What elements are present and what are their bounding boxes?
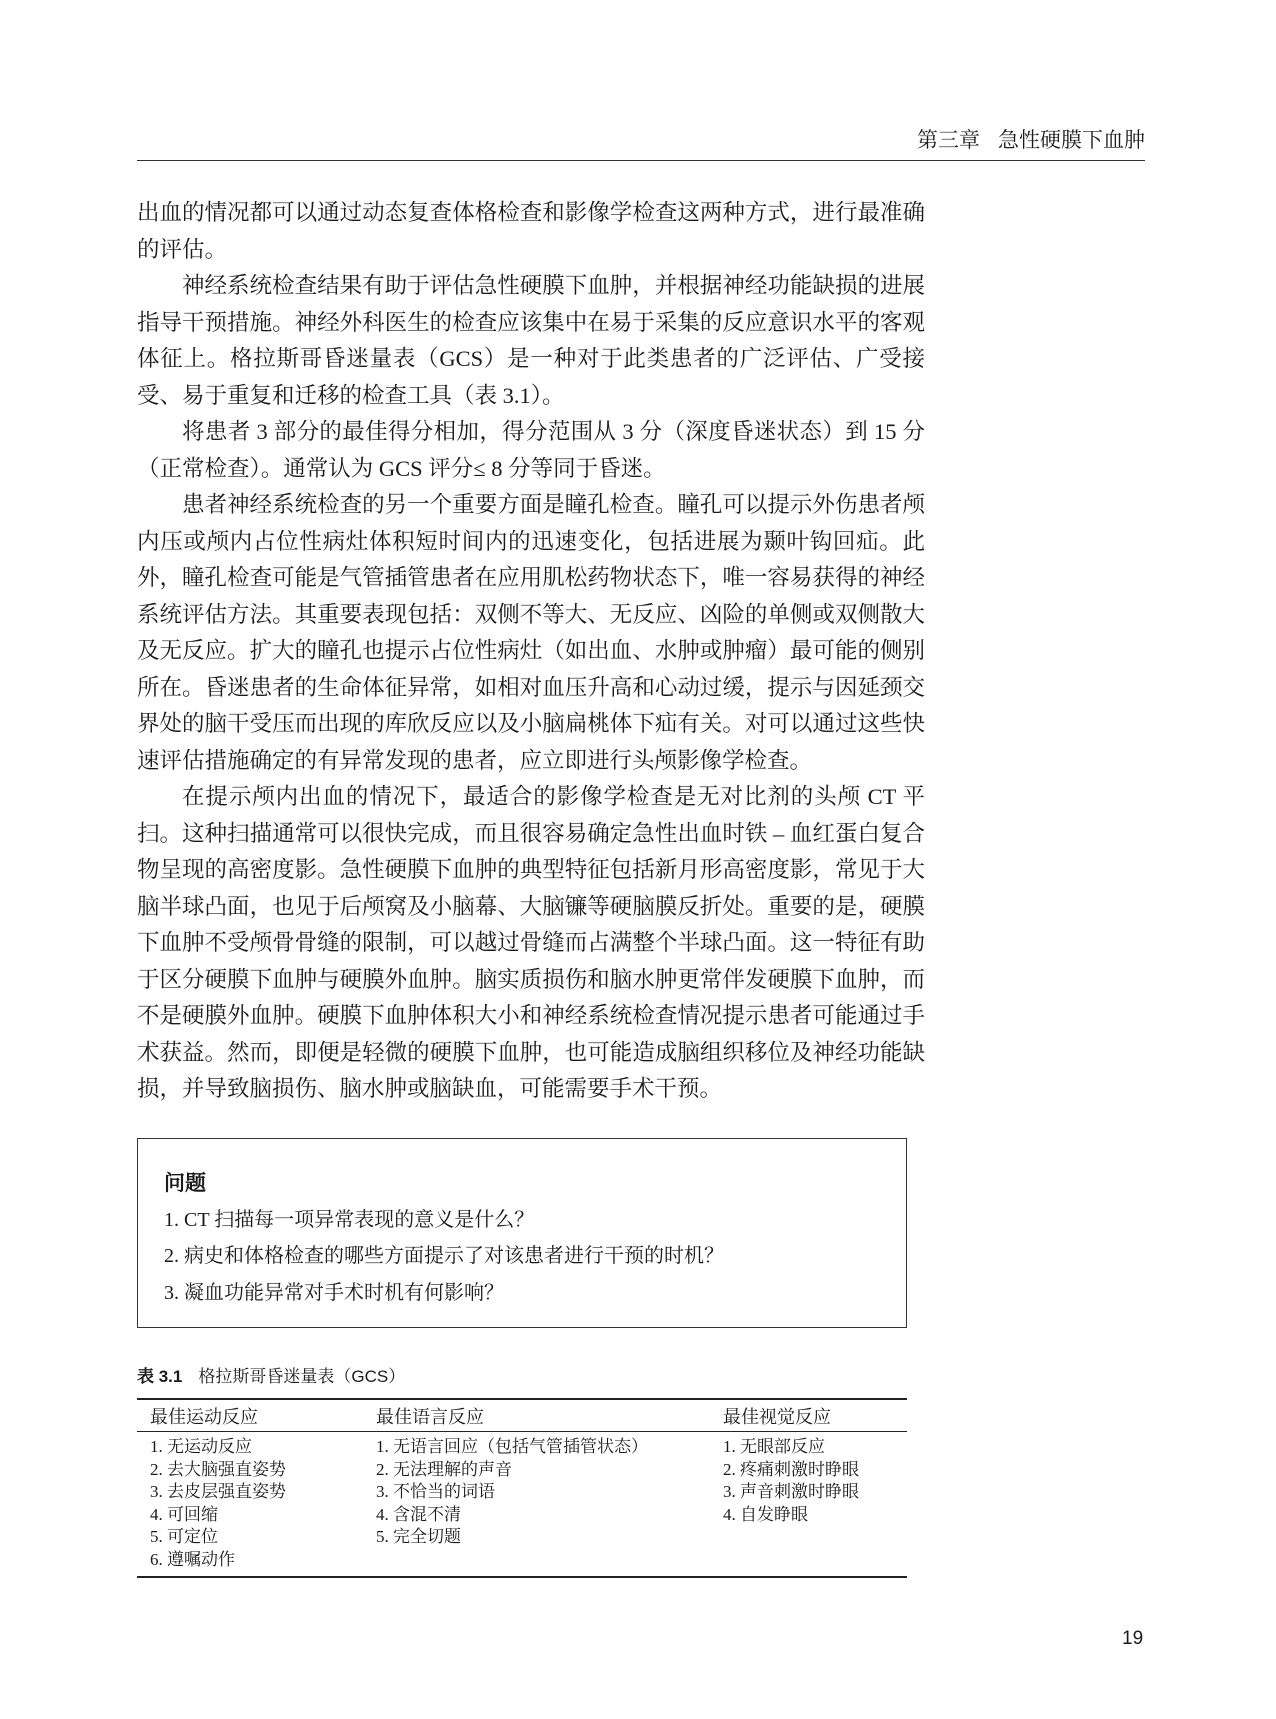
question-item: 1. CT 扫描每一项异常表现的意义是什么？ (164, 1209, 535, 1231)
questions-title: 问题 (164, 1172, 206, 1195)
paragraph: 患者神经系统检查的另一个重要方面是瞳孔检查。瞳孔可以提示外伤患者颅内压或颅内占位性病灶体积短时间内的迅速变化，包括进展为颞叶钩回疝。此外，瞳孔检查可能是气管插管患者在应用肌松药物状态下，唯一容易获得的神经系统评估方法。其重要表现包括：双侧不等大、无反应、凶险的单侧或双侧散大及无反应。扩大的瞳孔也提示占位性病灶（如出血、水肿或肿瘤）最可能的侧别所在。昏迷患者的生命体征异常，如相对血压升高和心动过缓，提示与因延颈交界处的脑干受压而出现的库欣反应以及小脑扁桃体下疝有关。对可以通过这些快速评估措施确定的有异常发现的患者，应立即进行头颅影像学检查。 (137, 492, 925, 773)
table-cell: 1. 无眼部反应 (723, 1437, 825, 1456)
page-number: 19 (1122, 1628, 1144, 1649)
gcs-table (137, 1398, 907, 1578)
paragraph: 将患者 3 部分的最佳得分相加，得分范围从 3 分（深度昏迷状态）到 15 分（正常检查）。通常认为 GCS 评分≤ 8 分等同于昏迷。 (137, 419, 925, 481)
table-caption (137, 1362, 405, 1387)
body-text (137, 195, 925, 1108)
paragraph: 出血的情况都可以通过动态复查体格检查和影像学检查这两种方式，进行最准确的评估。 (137, 200, 925, 262)
table-cell: 3. 声音刺激时睁眼 (723, 1482, 859, 1502)
table-cell: 2. 无法理解的声音 (376, 1459, 512, 1479)
column-header: 最佳视觉反应 (723, 1406, 831, 1427)
table-cell: 3. 去皮层强直姿势 (150, 1482, 286, 1502)
table-cell: 4. 含混不清 (376, 1504, 461, 1524)
motor-column (137, 1436, 363, 1572)
column-header: 最佳运动反应 (150, 1406, 258, 1427)
table-cell: 1. 无语言回应（包括气管插管状态） (376, 1437, 648, 1456)
table-cell: 4. 可回缩 (150, 1504, 218, 1524)
paragraph: 神经系统检查结果有助于评估急性硬膜下血肿，并根据神经功能缺损的进展指导干预措施。神经外科医生的检查应该集中在易于采集的反应意识水平的客观体征上。格拉斯哥昏迷量表（GCS）是一种对于此类患者的广泛评估、广受接受、易于重复和迁移的检查工具（表 3.1）。 (137, 273, 925, 408)
table-cell: 5. 完全切题 (376, 1527, 461, 1547)
header-rule (137, 160, 1145, 161)
table-cell: 2. 疼痛刺激时睁眼 (723, 1459, 859, 1479)
verbal-column (363, 1436, 710, 1572)
table-cell: 3. 不恰当的词语 (376, 1482, 495, 1502)
question-item: 3. 凝血功能异常对手术时机有何影响？ (164, 1282, 504, 1304)
table-cell: 2. 去大脑强直姿势 (150, 1459, 286, 1479)
eye-column (710, 1436, 907, 1572)
question-item: 2. 病史和体格检查的哪些方面提示了对该患者进行干预的时机？ (164, 1245, 724, 1267)
questions-box (137, 1138, 907, 1328)
paragraph: 在提示颅内出血的情况下，最适合的影像学检查是无对比剂的头颅 CT 平扫。这种扫描通常可以很快完成，而且很容易确定急性出血时铁 – 血红蛋白复合物呈现的高密度影。急性硬膜下血肿的典型特征包括新月形高密度影，常见于大脑半球凸面，也见于后颅窝及小脑幕、大脑镰等硬脑膜反折处。重要的是，硬膜下血肿不受颅骨骨缝的限制，可以越过骨缝而占满整个半球凸面。这一特征有助于区分硬膜下血肿与硬膜外血肿。脑实质损伤和脑水肿更常伴发硬膜下血肿，而不是硬膜外血肿。硬膜下血肿体积大小和神经系统检查情况提示患者可能通过手术获益。然而，即便是轻微的硬膜下血肿，也可能造成脑组织移位及神经功能缺损，并导致脑损伤、脑水肿或脑缺血，可能需要手术干预。 (137, 784, 925, 1101)
table-title: 格拉斯哥昏迷量表（GCS） (198, 1367, 406, 1386)
table-cell: 4. 自发睁眼 (723, 1504, 808, 1524)
table-cell: 5. 可定位 (150, 1527, 218, 1547)
chapter-label: 第三章 (917, 129, 980, 152)
table-cell: 1. 无运动反应 (150, 1437, 252, 1456)
table-body (137, 1432, 907, 1576)
table-label: 表 3.1 (137, 1367, 183, 1386)
table-cell: 6. 遵嘱动作 (150, 1549, 235, 1569)
running-header (917, 124, 1145, 154)
column-header: 最佳语言反应 (376, 1406, 484, 1427)
table-header-row (137, 1400, 907, 1432)
chapter-title: 急性硬膜下血肿 (998, 129, 1145, 152)
